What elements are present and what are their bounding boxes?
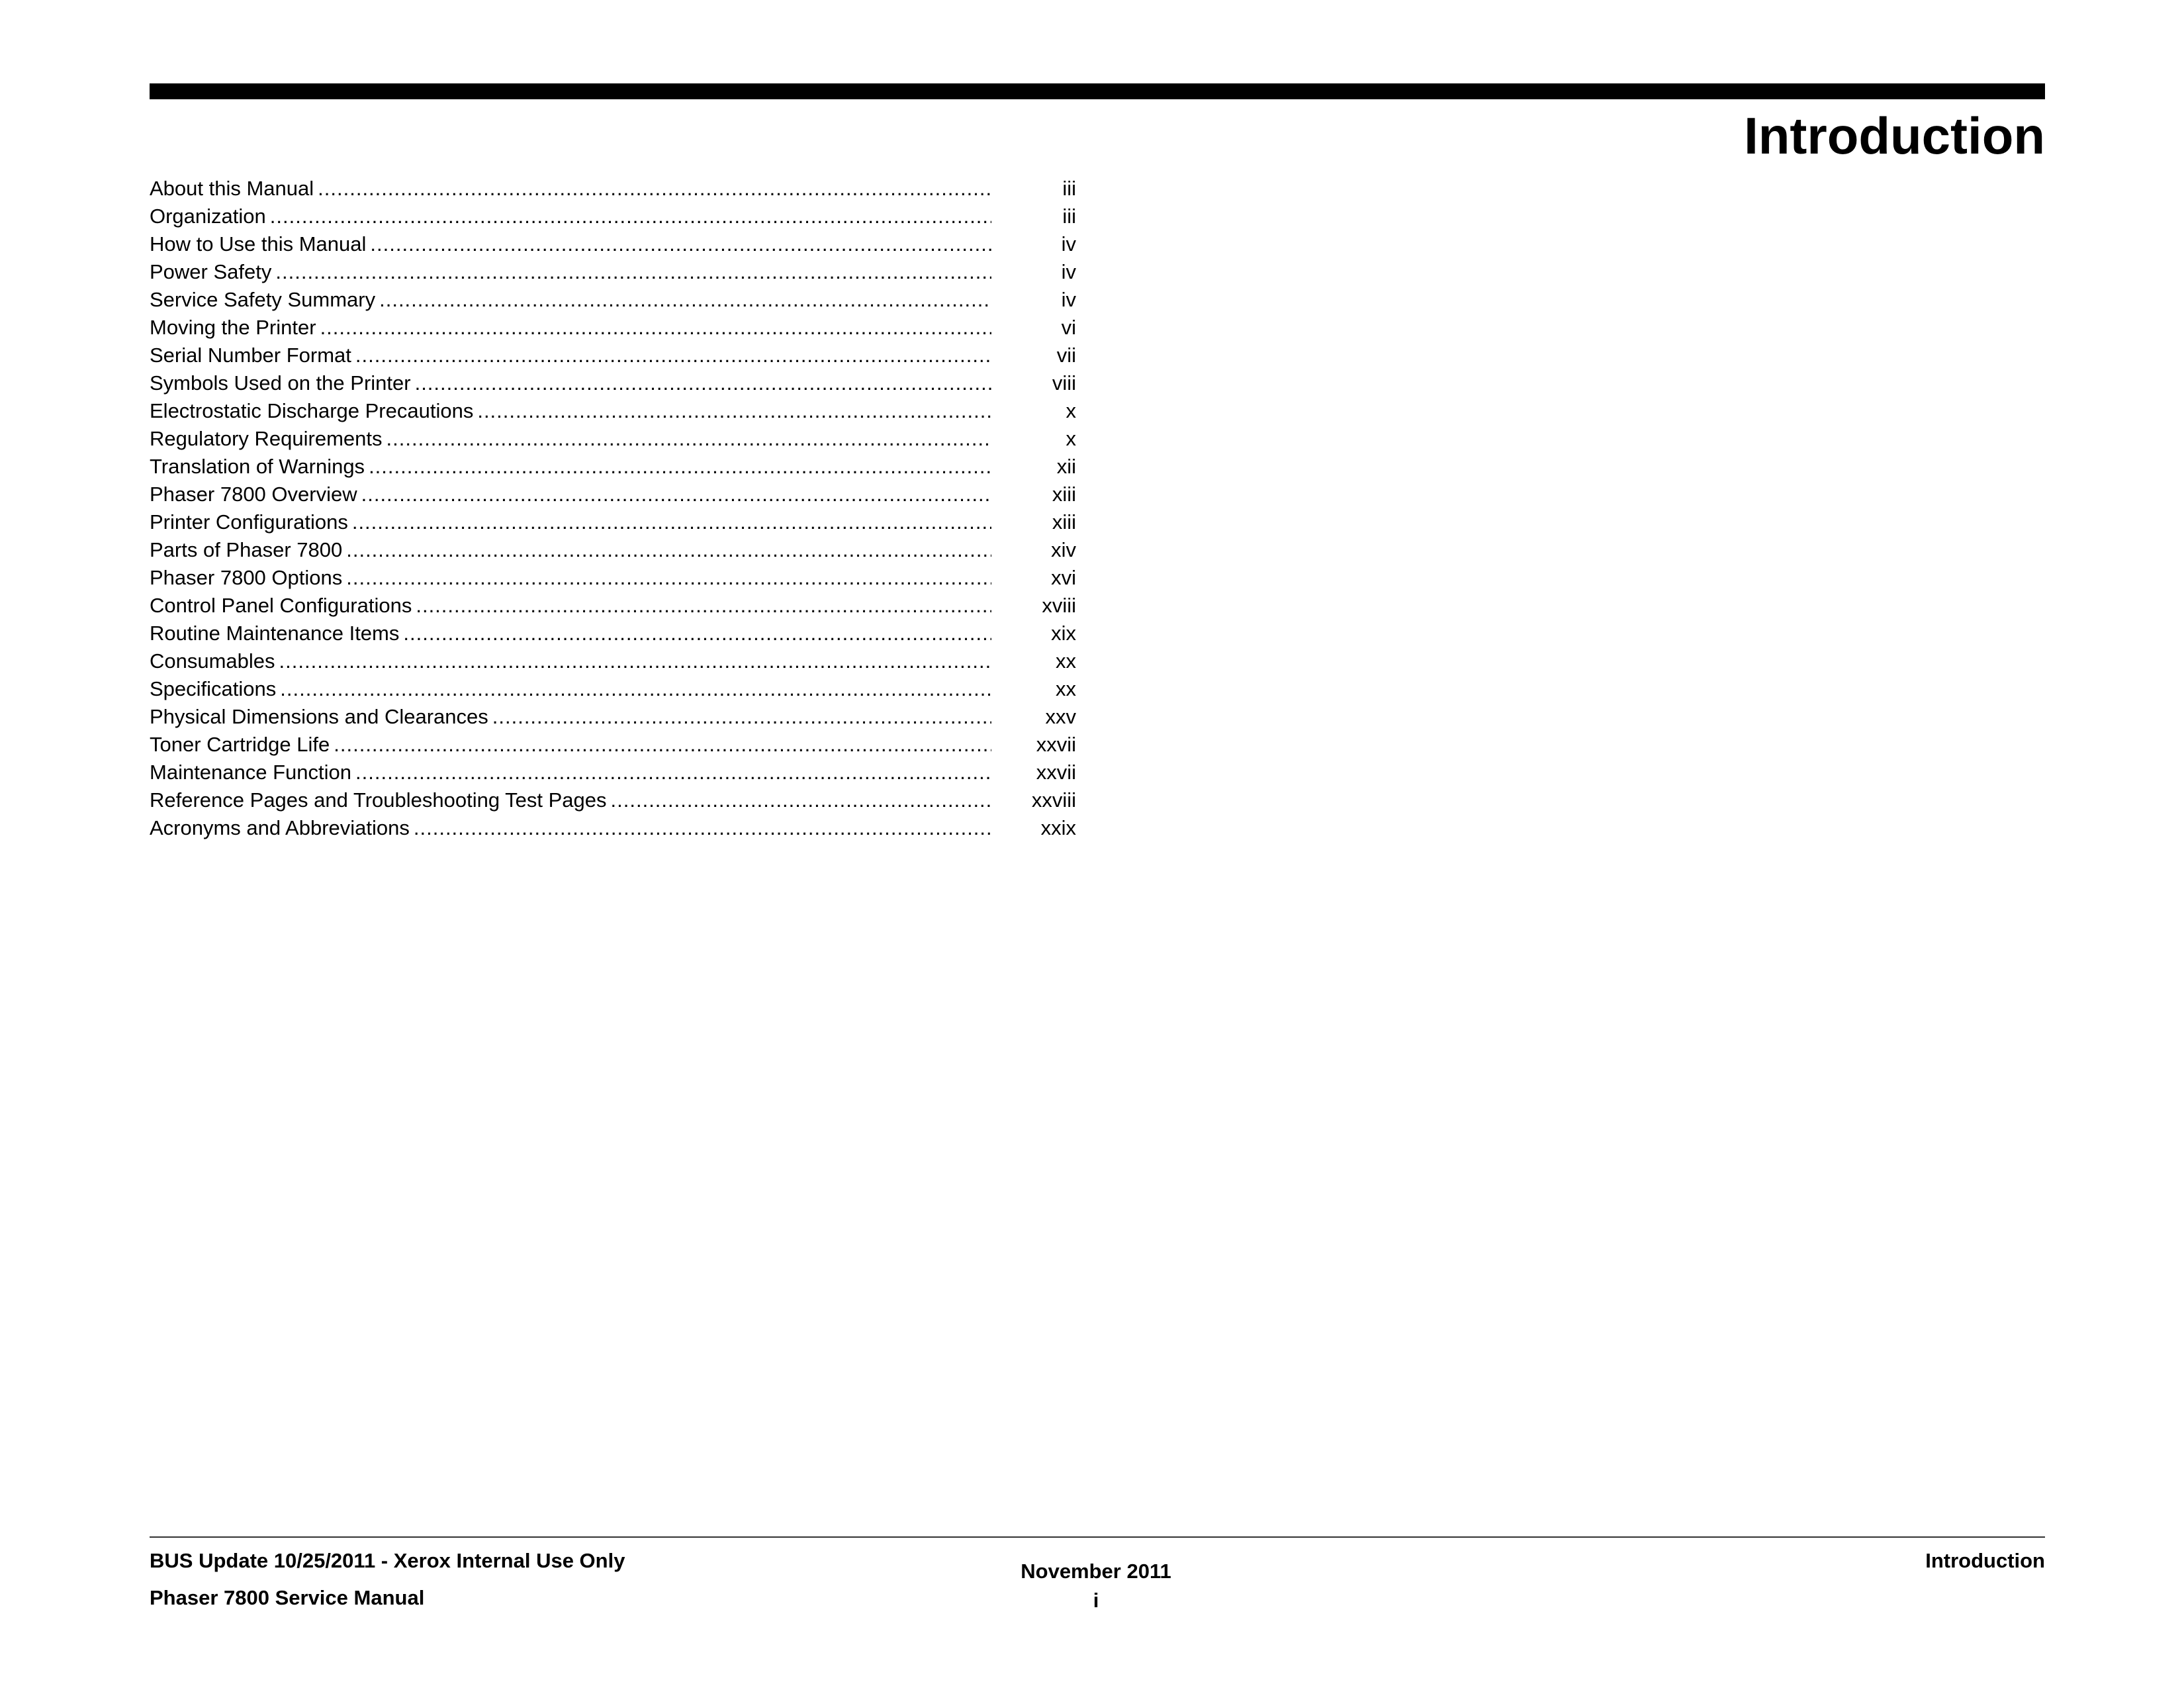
toc-entry-label: Printer Configurations: [150, 510, 348, 534]
toc-entry[interactable]: [150, 230, 1076, 258]
toc-leader-dots: [387, 425, 991, 453]
toc-entry-page: xxvii: [1036, 761, 1076, 784]
toc-entry-label: Moving the Printer: [150, 316, 316, 339]
toc-leader-dots: [492, 703, 991, 731]
toc-entry-label: Parts of Phaser 7800: [150, 538, 343, 561]
toc-entry-label: Power Safety: [150, 260, 272, 283]
toc-entry[interactable]: [150, 731, 1076, 759]
toc-entry-page: vii: [1056, 344, 1076, 367]
footer-date: November 2011: [1021, 1560, 1171, 1583]
toc-entry[interactable]: [150, 703, 1076, 731]
toc-leader-dots: [379, 286, 991, 314]
toc-leader-dots: [318, 175, 991, 203]
toc-entry-label: Specifications: [150, 677, 277, 700]
toc-entry-page: iii: [1062, 177, 1076, 200]
toc-entry-page: xxvii: [1036, 733, 1076, 756]
toc-entry-page: iv: [1061, 260, 1076, 283]
toc-entry[interactable]: [150, 481, 1076, 508]
toc-entry[interactable]: [150, 675, 1076, 703]
toc-entry-page: xii: [1056, 455, 1076, 478]
toc-leader-dots: [280, 675, 991, 703]
toc-entry[interactable]: [150, 286, 1076, 314]
footer-rule: [150, 1536, 2045, 1538]
toc-leader-dots: [352, 508, 991, 536]
toc-entry[interactable]: [150, 647, 1076, 675]
page-title: Introduction: [1744, 107, 2045, 165]
toc-entry-label: Physical Dimensions and Clearances: [150, 705, 488, 728]
toc-entry-page: iv: [1061, 288, 1076, 311]
toc-entry-page: xiii: [1052, 510, 1076, 534]
toc-leader-dots: [414, 814, 991, 842]
toc-entry[interactable]: [150, 453, 1076, 481]
toc-leader-dots: [416, 592, 991, 620]
toc-entry-page: xviii: [1042, 594, 1076, 617]
toc-entry-label: Serial Number Format: [150, 344, 351, 367]
toc-leader-dots: [275, 258, 991, 286]
toc-leader-dots: [415, 369, 991, 397]
toc-entry-page: xx: [1056, 677, 1076, 700]
table-of-contents: [150, 175, 1076, 842]
toc-entry[interactable]: [150, 564, 1076, 592]
header-rule: [150, 83, 2045, 99]
toc-entry-page: vi: [1061, 316, 1076, 339]
toc-entry-page: iii: [1062, 205, 1076, 228]
toc-entry-label: Toner Cartridge Life: [150, 733, 330, 756]
footer-page-number: i: [1093, 1589, 1099, 1612]
toc-entry-label: Phaser 7800 Overview: [150, 483, 357, 506]
toc-entry-page: xiii: [1052, 483, 1076, 506]
toc-leader-dots: [370, 230, 991, 258]
toc-entry-page: xix: [1051, 622, 1076, 645]
toc-leader-dots: [361, 481, 991, 508]
toc-entry-label: Consumables: [150, 649, 275, 673]
toc-entry-label: Routine Maintenance Items: [150, 622, 400, 645]
toc-entry-label: Service Safety Summary: [150, 288, 376, 311]
footer-center: [1017, 1560, 1175, 1618]
toc-entry-label: Phaser 7800 Options: [150, 566, 343, 589]
toc-leader-dots: [346, 536, 991, 564]
toc-entry-label: Control Panel Configurations: [150, 594, 412, 617]
toc-entry-page: xiv: [1051, 538, 1076, 561]
toc-leader-dots: [279, 647, 991, 675]
toc-entry-label: How to Use this Manual: [150, 232, 367, 256]
footer-update-notice: BUS Update 10/25/2011 - Xerox Internal Use Only: [150, 1549, 625, 1572]
toc-entry-page: xxv: [1045, 705, 1076, 728]
toc-leader-dots: [346, 564, 991, 592]
toc-entry-page: x: [1066, 399, 1076, 422]
toc-entry-page: xxviii: [1031, 788, 1076, 812]
toc-entry[interactable]: [150, 342, 1076, 369]
toc-entry[interactable]: [150, 592, 1076, 620]
toc-leader-dots: [611, 786, 991, 814]
toc-entry[interactable]: [150, 369, 1076, 397]
toc-entry[interactable]: [150, 258, 1076, 286]
toc-entry-label: Regulatory Requirements: [150, 427, 383, 450]
toc-entry-page: x: [1066, 427, 1076, 450]
toc-entry-page: xvi: [1051, 566, 1076, 589]
toc-entry[interactable]: [150, 397, 1076, 425]
toc-entry[interactable]: [150, 620, 1076, 647]
toc-entry[interactable]: [150, 508, 1076, 536]
toc-entry-label: Translation of Warnings: [150, 455, 365, 478]
toc-entry-label: Organization: [150, 205, 266, 228]
toc-entry-page: xxix: [1040, 816, 1076, 839]
toc-leader-dots: [477, 397, 991, 425]
toc-entry-page: iv: [1061, 232, 1076, 256]
toc-entry-page: viii: [1052, 371, 1076, 395]
toc-entry-label: Maintenance Function: [150, 761, 352, 784]
toc-entry-label: Symbols Used on the Printer: [150, 371, 411, 395]
toc-entry[interactable]: [150, 203, 1076, 230]
toc-entry[interactable]: [150, 425, 1076, 453]
toc-leader-dots: [355, 342, 991, 369]
toc-leader-dots: [320, 314, 991, 342]
footer-manual-title: Phaser 7800 Service Manual: [150, 1586, 425, 1609]
toc-leader-dots: [334, 731, 991, 759]
toc-entry[interactable]: [150, 175, 1076, 203]
toc-entry[interactable]: [150, 814, 1076, 842]
toc-entry-label: Acronyms and Abbreviations: [150, 816, 410, 839]
toc-entry[interactable]: [150, 314, 1076, 342]
toc-entry[interactable]: [150, 786, 1076, 814]
toc-entry-label: About this Manual: [150, 177, 314, 200]
toc-entry-page: xx: [1056, 649, 1076, 673]
toc-entry-label: Electrostatic Discharge Precautions: [150, 399, 474, 422]
toc-entry[interactable]: [150, 536, 1076, 564]
toc-leader-dots: [270, 203, 991, 230]
toc-entry[interactable]: [150, 759, 1076, 786]
toc-leader-dots: [355, 759, 991, 786]
toc-entry-label: Reference Pages and Troubleshooting Test Pages: [150, 788, 607, 812]
toc-leader-dots: [369, 453, 991, 481]
toc-leader-dots: [403, 620, 991, 647]
footer-section-name: Introduction: [1925, 1549, 2045, 1572]
